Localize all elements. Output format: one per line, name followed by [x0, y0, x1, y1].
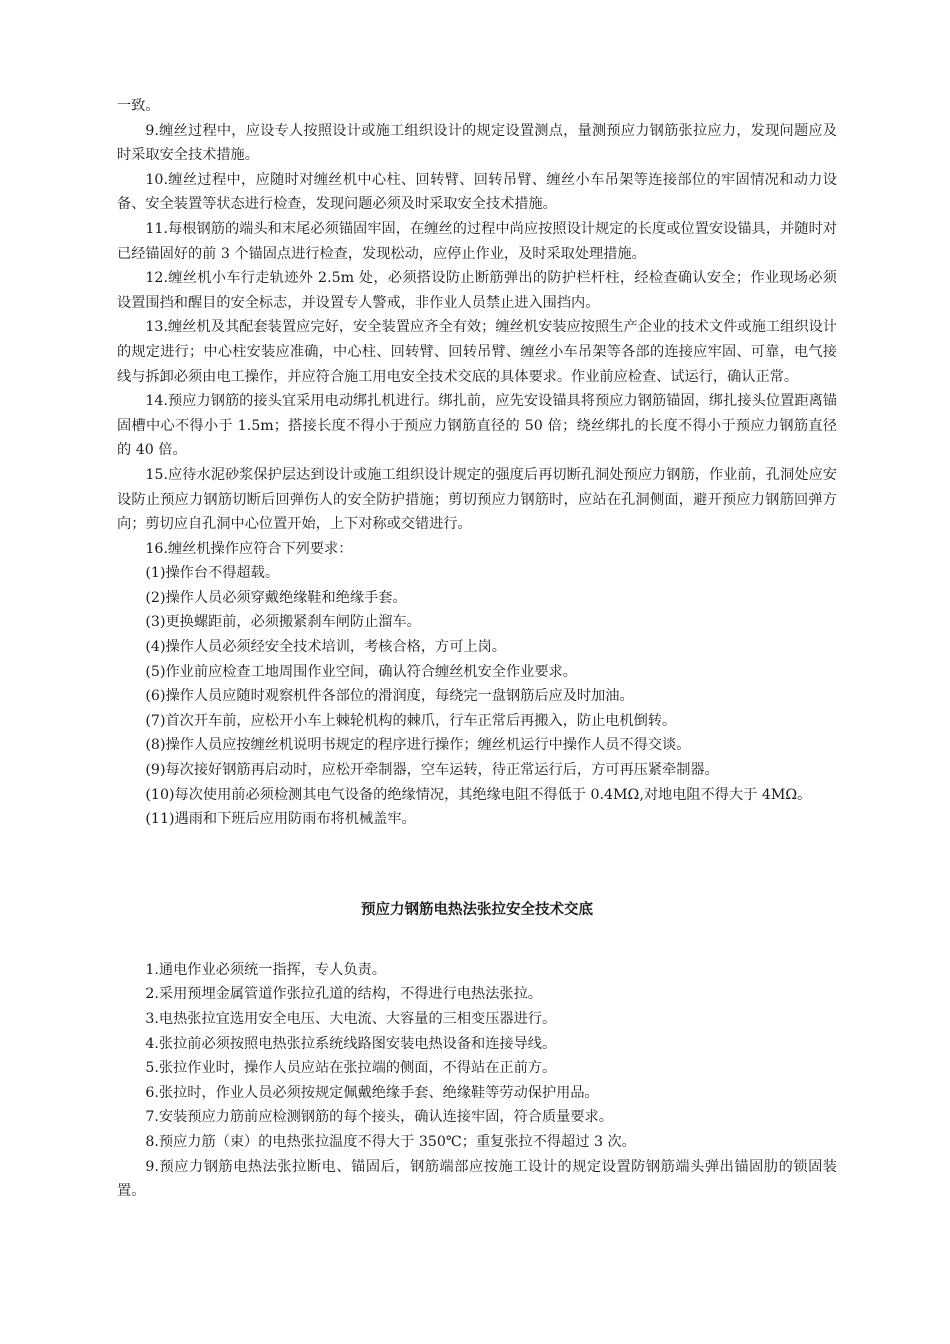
list-item: 12.缠丝机小车行走轨迹外 2.5m 处，必须搭设防止断筋弹出的防护栏杆柱，经检查确认安全；作业现场必须设置围挡和醒目的安全标志，并设置专人警戒，非作业人员禁止进入围挡内。 — [117, 270, 837, 311]
list-item: 13.缠丝机及其配套装置应完好，安全装置应齐全有效；缠丝机安装应按照生产企业的技术文件或施工组织设计的规定进行；中心柱安装应准确，中心柱、回转臂、回转吊臂、缠丝小车吊架等各部的连接应牢固、可靠，电气接线与拆卸必须由电工操作，并应符合施工用电安全技术交底的具体要求。作业前应检查、试运行，确认正常。 — [117, 319, 837, 385]
list-item: 11.每根钢筋的端头和末尾必须锚固牢固，在缠丝的过程中尚应按照设计规定的长度或位置安设锚具，并随时对已经锚固好的前 3 个锚固点进行检查，发现松动，应停止作业，及时采取处理措施。 — [117, 220, 837, 262]
list-item: (3)更换螺距前，必须搬紧刹车闸防止溜车。 — [145, 614, 421, 631]
list-item: 10.缠丝过程中，应随时对缠丝机中心柱、回转臂、回转吊臂、缠丝小车吊架等连接部位的牢固情况和动力设备、安全装置等状态进行检查，发现问题必须及时采取安全技术措施。 — [117, 171, 837, 213]
list-item: (8)操作人员应按缠丝机说明书规定的程序进行操作；缠丝机运行中操作人员不得交谈。 — [145, 737, 691, 754]
list-item: 16.缠丝机操作应符合下列要求： — [145, 540, 353, 557]
list-item: 1.通电作业必须统一指挥，专人负责。 — [145, 961, 386, 978]
list-item: 7.安装预应力筋前应检测钢筋的每个接头，确认连接牢固，符合质量要求。 — [145, 1109, 613, 1126]
list-item: 15.应待水泥砂浆保护层达到设计或施工组织设计规定的强度后再切断孔洞处预应力钢筋，作业前，孔洞处应安设防止预应力钢筋切断后回弹伤人的安全防护措施；剪切预应力钢筋时，应站在孔洞侧面，避开预应力钢筋回弹方向；剪切应自孔洞中心位置开始，上下对称或交错进行。 — [117, 466, 837, 533]
section-title: 预应力钢筋电热法张拉安全技术交底 — [361, 901, 593, 918]
list-item: (7)首次开车前，应松开小车上棘轮机构的棘爪，行车正常后再搬入，防止电机倒转。 — [145, 712, 677, 729]
list-item: (10)每次使用前必须检测其电气设备的绝缘情况，其绝缘电阻不得低于 0.4MΩ,对地电阻不得大于 4MΩ。 — [145, 786, 812, 803]
section2-list — [117, 958, 837, 1204]
list-item: (9)每次接好钢筋再启动时，应松开牵制器，空车运转，待正常运行后，方可再压紧牵制器。 — [145, 762, 719, 779]
list-item: (4)操作人员必须经安全技术培训，考核合格，方可上岗。 — [145, 639, 506, 656]
list-item: (5)作业前应检查工地周围作业空间，确认符合缠丝机安全作业要求。 — [145, 663, 577, 680]
list-item: 8.预应力筋（束）的电热张拉温度不得大于 350℃；重复张拉不得超过 3 次。 — [145, 1133, 636, 1150]
list-item: 6.张拉时，作业人员必须按规定佩戴绝缘手套、绝缘鞋等劳动保护用品。 — [145, 1084, 599, 1101]
section1-list — [117, 119, 837, 832]
list-item: 2.采用预埋金属管道作张拉孔道的结构，不得进行电热法张拉。 — [145, 986, 542, 1003]
list-item: 9.缠丝过程中，应设专人按照设计或施工组织设计的规定设置测点，量测预应力钢筋张拉应力，发现问题应及时采取安全技术措施。 — [117, 122, 837, 164]
list-item: 14.预应力钢筋的接头宜采用电动绑扎机进行。绑扎前，应先安设锚具将预应力钢筋锚固，绑扎接头位置距离锚固槽中心不得小于 1.5m；搭接长度不得小于预应力钢筋直径的 50 倍；绕丝绑扎的长度不得小于预应力钢筋直径的 40 倍。 — [117, 393, 837, 459]
list-item: (2)操作人员必须穿戴绝缘鞋和绝缘手套。 — [145, 589, 407, 606]
list-item: 3.电热张拉宜选用安全电压、大电流、大容量的三相变压器进行。 — [145, 1011, 557, 1027]
list-item: (1)操作台不得超载。 — [145, 565, 279, 582]
document-page — [117, 94, 837, 1204]
list-item: 4.张拉前必须按照电热张拉系统线路图安装电热设备和连接导线。 — [145, 1035, 557, 1052]
continuation-text: 一致。 — [117, 98, 160, 114]
list-item: 5.张拉作业时，操作人员应站在张拉端的侧面，不得站在正前方。 — [145, 1060, 557, 1077]
list-item: 9.预应力钢筋电热法张拉断电、锚固后，钢筋端部应按施工设计的规定设置防钢筋端头弹出锚固肋的锁固装置。 — [117, 1158, 837, 1200]
list-item: (6)操作人员应随时观察机件各部位的滑润度，每绕完一盘钢筋后应及时加油。 — [145, 688, 634, 705]
list-item: (11)遇雨和下班后应用防雨布将机械盖牢。 — [145, 811, 416, 828]
